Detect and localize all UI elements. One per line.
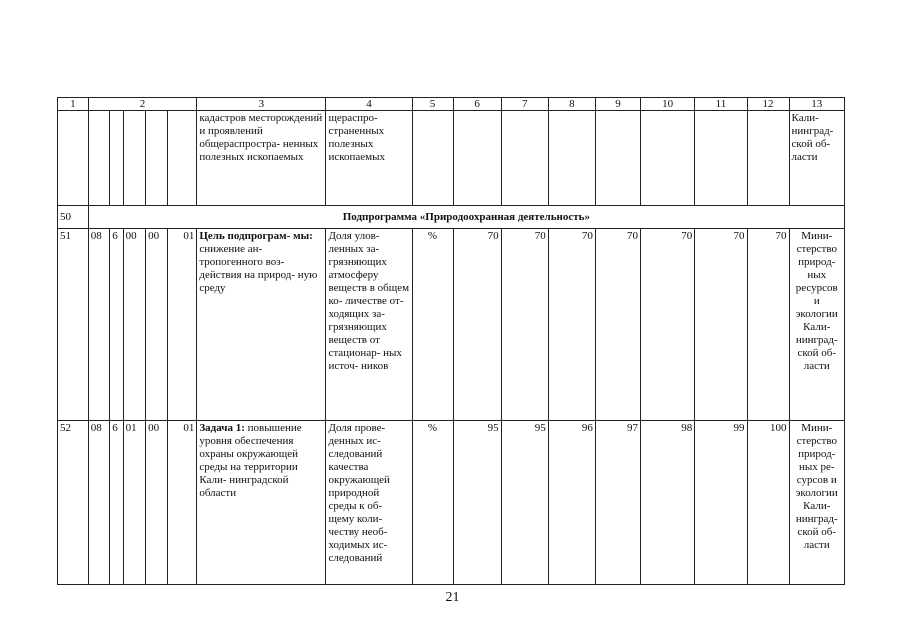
responsible-text: Мини- стерство природ- ных ре- сурсов и экологии Кали- нинград- ской об- ласти: [789, 421, 844, 585]
header-col-11: 11: [695, 98, 747, 111]
code-cell: 01: [167, 421, 197, 585]
continued-indicator-text: щераспро- страненных полезных ископаемых: [326, 111, 412, 206]
header-col-3: 3: [197, 98, 326, 111]
value-cell: 70: [747, 229, 789, 421]
responsible-text: Мини- стерство природ- ных ресурсов и экологии Кали- нинград- ской об- ласти: [789, 229, 844, 421]
value-cell: 95: [501, 421, 548, 585]
value-cell: 70: [453, 229, 501, 421]
subprogram-title: Подпрограмма «Природоохранная деятельность»: [88, 206, 844, 229]
value-cell: 70: [595, 229, 640, 421]
goal-description: снижение ан- тропогенного воз- действия на природ- ную среду: [199, 243, 318, 294]
task-description: повышение уровня обеспечения охраны окружающей среды на территории Кали- нинградской области: [199, 422, 302, 499]
value-cell: 97: [595, 421, 640, 585]
unit-cell: %: [412, 421, 453, 585]
header-col-5: 5: [412, 98, 453, 111]
value-cell: 70: [695, 229, 747, 421]
code-cell: 08: [88, 229, 110, 421]
table-row-subprogram: [58, 206, 845, 229]
value-cell: 99: [695, 421, 747, 585]
task-label: Задача 1:: [199, 422, 245, 434]
header-col-12: 12: [747, 98, 789, 111]
header-col-9: 9: [595, 98, 640, 111]
value-cell: 96: [548, 421, 595, 585]
code-cell: 00: [123, 229, 146, 421]
value-cell: 100: [747, 421, 789, 585]
column-number-row: [58, 98, 845, 111]
page-number: 21: [445, 590, 460, 605]
unit-cell: %: [412, 229, 453, 421]
code-cell: 00: [146, 421, 168, 585]
value-cell: 70: [501, 229, 548, 421]
table-row-goal: [58, 229, 845, 421]
indicator-text: Доля прове- денных ис- следований качества окружающей природной среды к об- щему коли- честву необ- ходимых ис- следований: [326, 421, 412, 585]
row-number: 50: [58, 206, 89, 229]
code-cell: 08: [88, 421, 110, 585]
code-cell: 6: [110, 421, 123, 585]
value-cell: 70: [548, 229, 595, 421]
header-col-13: 13: [789, 98, 844, 111]
indicator-text: Доля улов- ленных за- грязняющих атмосферу веществ в общем ко- личестве от- ходящих за- грязняющих веществ от стационар- ных источ- ников: [326, 229, 412, 421]
row-number: 51: [58, 229, 89, 421]
task-text: [197, 421, 326, 585]
code-cell: 01: [123, 421, 146, 585]
indicators-table: [57, 97, 845, 585]
continued-responsible-text: Кали- нинград- ской об- ласти: [789, 111, 844, 206]
header-col-8: 8: [548, 98, 595, 111]
goal-text: [197, 229, 326, 421]
header-col-1: 1: [58, 98, 89, 111]
header-col-2: 2: [88, 98, 197, 111]
table-row-task: [58, 421, 845, 585]
header-col-4: 4: [326, 98, 412, 111]
goal-label: Цель подпрограм- мы:: [199, 230, 313, 242]
value-cell: 70: [640, 229, 694, 421]
value-cell: 98: [640, 421, 694, 585]
continued-objective-text: кадастров месторождений и проявлений общераспростра- ненных полезных ископаемых: [197, 111, 326, 206]
table-row-continued: [58, 111, 845, 206]
code-cell: 01: [167, 229, 197, 421]
header-col-10: 10: [640, 98, 694, 111]
header-col-6: 6: [453, 98, 501, 111]
code-cell: 00: [146, 229, 168, 421]
row-number: 52: [58, 421, 89, 585]
header-col-7: 7: [501, 98, 548, 111]
value-cell: 95: [453, 421, 501, 585]
code-cell: 6: [110, 229, 123, 421]
